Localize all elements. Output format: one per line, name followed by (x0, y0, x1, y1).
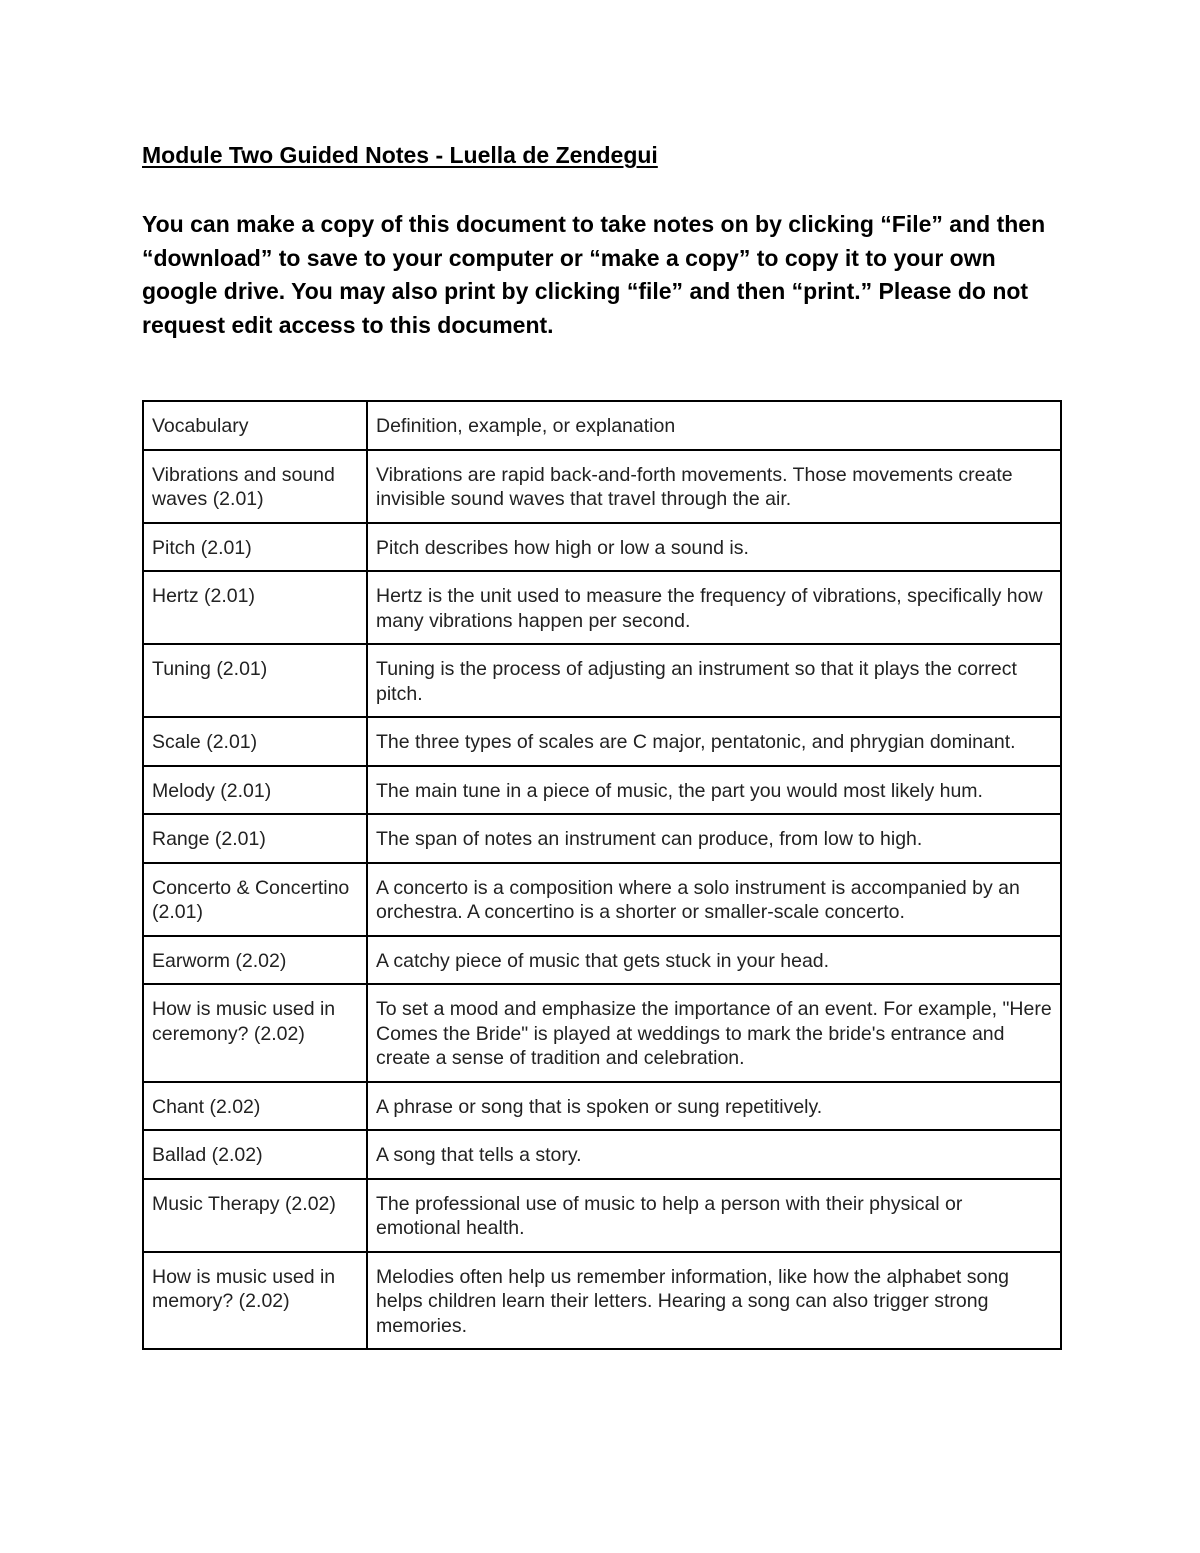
header-definition: Definition, example, or explanation (367, 401, 1061, 450)
definition-cell: The main tune in a piece of music, the part you would most likely hum. (367, 766, 1061, 815)
table-row (143, 766, 1061, 815)
definition-cell: Pitch describes how high or low a sound is. (367, 523, 1061, 572)
table-header-row (143, 401, 1061, 450)
term-cell: Music Therapy (2.02) (143, 1179, 367, 1252)
term-cell: Earworm (2.02) (143, 936, 367, 985)
definition-cell: The span of notes an instrument can produce, from low to high. (367, 814, 1061, 863)
definition-cell: Vibrations are rapid back-and-forth movements. Those movements create invisible sound waves that travel through the air. (367, 450, 1061, 523)
table-row (143, 814, 1061, 863)
table-row (143, 717, 1061, 766)
vocabulary-table (142, 400, 1062, 1350)
definition-cell: The professional use of music to help a person with their physical or emotional health. (367, 1179, 1061, 1252)
definition-cell: A concerto is a composition where a solo instrument is accompanied by an orchestra. A concertino is a shorter or smaller-scale concerto. (367, 863, 1061, 936)
table-row (143, 984, 1061, 1082)
definition-cell: To set a mood and emphasize the importance of an event. For example, "Here Comes the Bride" is played at weddings to mark the bride's entrance and create a sense of tradition and celebration. (367, 984, 1061, 1082)
definition-cell: A phrase or song that is spoken or sung repetitively. (367, 1082, 1061, 1131)
definition-cell: Hertz is the unit used to measure the frequency of vibrations, specifically how many vibrations happen per second. (367, 571, 1061, 644)
term-cell: Vibrations and sound waves (2.01) (143, 450, 367, 523)
definition-cell: The three types of scales are C major, pentatonic, and phrygian dominant. (367, 717, 1061, 766)
term-cell: Chant (2.02) (143, 1082, 367, 1131)
definition-cell: A song that tells a story. (367, 1130, 1061, 1179)
term-cell: Ballad (2.02) (143, 1130, 367, 1179)
term-cell: Range (2.01) (143, 814, 367, 863)
term-cell: Scale (2.01) (143, 717, 367, 766)
term-cell: How is music used in memory? (2.02) (143, 1252, 367, 1350)
header-vocabulary: Vocabulary (143, 401, 367, 450)
definition-cell: Melodies often help us remember information, like how the alphabet song helps children learn their letters. Hearing a song can also trigger strong memories. (367, 1252, 1061, 1350)
table-row (143, 571, 1061, 644)
term-cell: Hertz (2.01) (143, 571, 367, 644)
table-row (143, 523, 1061, 572)
document-title: Module Two Guided Notes - Luella de Zendegui (142, 142, 658, 168)
table-row (143, 450, 1061, 523)
term-cell: Concerto & Concertino (2.01) (143, 863, 367, 936)
term-cell: Tuning (2.01) (143, 644, 367, 717)
table-row (143, 1130, 1061, 1179)
table-row (143, 936, 1061, 985)
table-row (143, 1082, 1061, 1131)
table-row (143, 644, 1061, 717)
term-cell: How is music used in ceremony? (2.02) (143, 984, 367, 1082)
term-cell: Melody (2.01) (143, 766, 367, 815)
definition-cell: Tuning is the process of adjusting an instrument so that it plays the correct pitch. (367, 644, 1061, 717)
table-row (143, 863, 1061, 936)
definition-cell: A catchy piece of music that gets stuck in your head. (367, 936, 1061, 985)
intro-paragraph: You can make a copy of this document to take notes on by clicking “File” and then “download” to save to your computer or “make a copy” to copy it to your own google drive. You may also print by clicking “file” and then “print.” Please do not request edit access to this document. (142, 211, 1046, 338)
term-cell: Pitch (2.01) (143, 523, 367, 572)
table-row (143, 1252, 1061, 1350)
table-row (143, 1179, 1061, 1252)
